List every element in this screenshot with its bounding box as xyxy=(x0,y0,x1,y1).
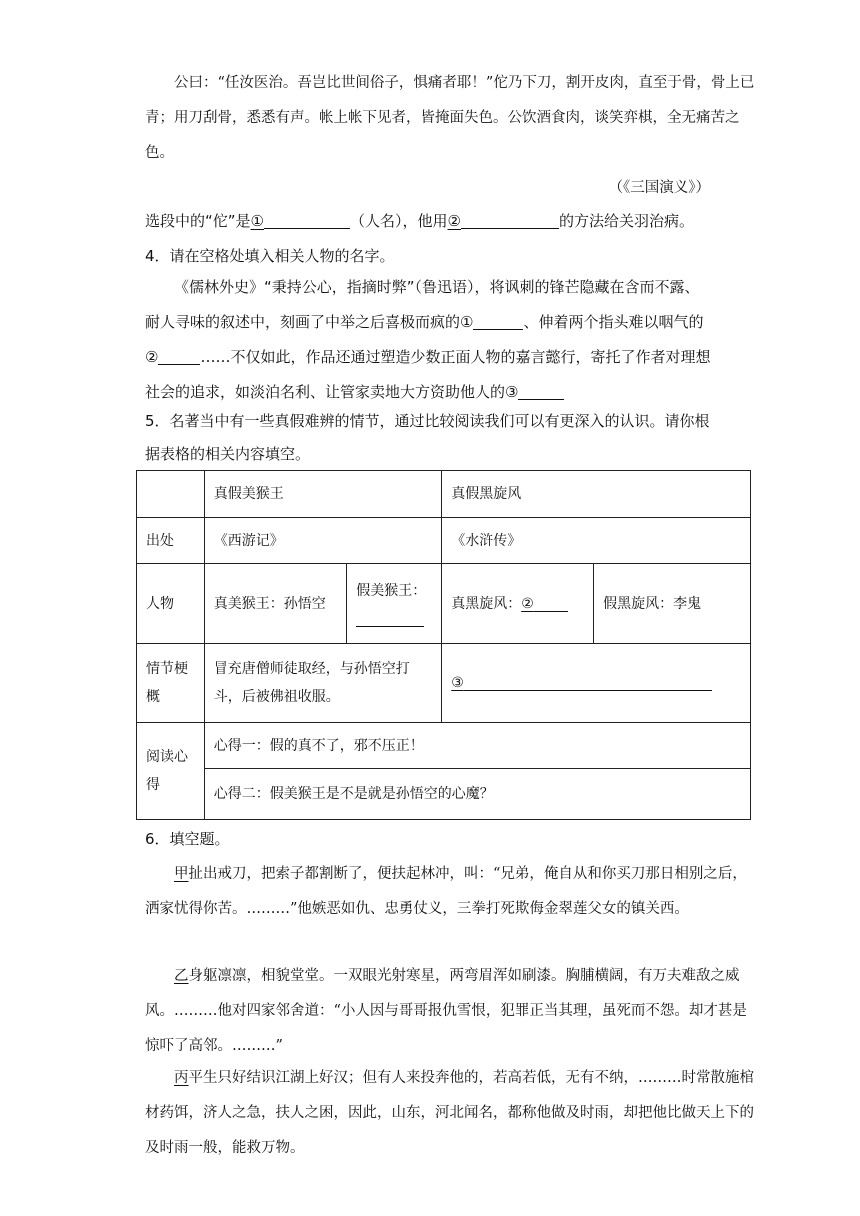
table-corner-cell xyxy=(137,471,205,518)
q5-blank-2-marker: ② xyxy=(521,595,534,612)
fake-monkey-label: 假美猴王： xyxy=(356,582,427,599)
row-label-people: 人物 xyxy=(137,564,205,644)
true-whirlwind-label: 真黑旋风： xyxy=(451,595,522,612)
question-4-line-1: 《儒林外史》“秉持公心，指摘时弊”（鲁迅语），将讽刺的锋芒隐藏在含而不露、 xyxy=(174,278,700,296)
question-4-line-4 xyxy=(145,381,564,403)
q6-paragraph-2-text: 身躯凛凛，相貌堂堂。一双眼光射寒星，两弯眉浑如刷漆。胸脯横阔，有万夫难敌之威风。………他对四家邻舍道：“小人因与哥哥报仇雪恨，犯罪正当其理，虽死而不怨。却才甚是惊吓了高邻。………” xyxy=(145,968,747,1054)
q4-blank-3-line[interactable] xyxy=(518,383,564,400)
row-label-source: 出处 xyxy=(137,518,205,564)
table-header-row xyxy=(137,471,751,518)
q5-blank-2-line[interactable] xyxy=(534,595,568,612)
q6-name-jia: 甲 xyxy=(174,866,189,882)
table-row-insight-2 xyxy=(137,769,751,820)
q4-blank-1-line[interactable] xyxy=(473,313,523,330)
fake-monkey-blank[interactable] xyxy=(356,608,424,627)
q5-blank-3-line[interactable] xyxy=(464,674,712,691)
header-black-whirlwind: 真假黑旋风 xyxy=(442,471,751,518)
comparison-table xyxy=(136,470,751,820)
true-monkey-cell: 真美猴王：孙悟空 xyxy=(204,564,346,644)
passage-source: （《三国演义》） xyxy=(608,180,710,196)
insight-2-cell: 心得二：假美猴王是不是就是孙悟空的心魔？ xyxy=(204,769,750,820)
q4-blank-1-marker: ① xyxy=(460,313,474,331)
table-row-plot xyxy=(137,644,751,723)
q6-paragraph-2 xyxy=(145,959,755,1064)
question-4-line-2-a: 耐人寻味的叙述中，刻画了中举之后喜极而疯的 xyxy=(145,313,461,331)
header-monkey-king: 真假美猴王 xyxy=(204,471,441,518)
blank-2-marker: ② xyxy=(447,212,461,230)
plot-whirlwind-cell xyxy=(442,644,751,723)
question-4-title: 4．请在空格处填入相关人物的名字。 xyxy=(145,247,395,265)
blank-2-line[interactable] xyxy=(461,212,559,229)
fake-monkey-cell xyxy=(347,564,442,644)
question-4-line-3 xyxy=(145,346,710,368)
q5-blank-3-marker: ③ xyxy=(451,675,464,691)
question-3-prefix: 选段中的“佗”是 xyxy=(145,212,251,230)
question-4-line-4-a: 社会的追求，如淡泊名利、让管家卖地大方资助他人的 xyxy=(145,383,506,401)
q6-paragraph-3-text: 平生只好结识江湖上好汉；但有人来投奔他的，若高若低，无有不纳，………时常散施棺材药饵，济人之急，扶人之困，因此，山东，河北闻名，都称他做及时雨，却把他比做天上下的及时雨一般，能救万物。 xyxy=(145,1070,754,1156)
q6-paragraph-1-text: 扯出戒刀，把索子都割断了，便扶起林冲，叫：“兄弟，俺自从和你买刀那日相别之后，洒家忧得你苦。………”他嫉恶如仇、忠勇仗义，三拳打死欺侮金翠莲父女的镇关西。 xyxy=(145,866,747,917)
question-4-line-2-b: 、伸着两个指头难以咽气的 xyxy=(523,313,704,331)
blank-1-marker: ① xyxy=(250,212,264,230)
source-water-margin: 《水浒传》 xyxy=(442,518,751,564)
question-3-suffix: 的方法给关羽治病。 xyxy=(558,212,694,230)
question-6-title: 6．填空题。 xyxy=(145,830,230,848)
insight-1-cell: 心得一：假的真不了，邪不压正！ xyxy=(204,723,750,769)
question-3-line xyxy=(145,210,694,232)
table-row-source xyxy=(137,518,751,564)
q4-blank-2-marker: ② xyxy=(145,348,159,366)
q6-paragraph-1 xyxy=(145,857,755,927)
q6-name-yi: 乙 xyxy=(174,968,189,984)
passage-three-kingdoms: 公曰：“任汝医治。吾岂比世间俗子，惧痛者耶！”佗乃下刀，割开皮肉，直至于骨，骨上已青；用刀刮骨，悉悉有声。帐上帐下见者，皆掩面失色。公饮酒食肉，谈笑弈棋，全无痛苦之色。 xyxy=(145,75,755,161)
plot-monkey-line-2: 斗，后被佛祖收服。 xyxy=(213,689,340,705)
table-row-insight-1 xyxy=(137,723,751,769)
row-label-reading: 阅读心 得 xyxy=(137,723,205,820)
question-3-middle: （人名），他用 xyxy=(350,212,448,230)
source-journey-west: 《西游记》 xyxy=(204,518,441,564)
plot-monkey-cell xyxy=(204,644,441,723)
blank-1-line[interactable] xyxy=(264,212,350,229)
q4-blank-2-line[interactable] xyxy=(158,348,200,365)
q4-blank-3-marker: ③ xyxy=(505,383,519,401)
q6-paragraph-3 xyxy=(145,1061,755,1166)
true-whirlwind-cell xyxy=(442,564,594,644)
question-4-line-3-a: ……不仅如此，作品还通过塑造少数正面人物的嘉言懿行，寄托了作者对理想 xyxy=(200,348,711,366)
plot-monkey-line-1: 冒充唐僧师徒取经，与孙悟空打 xyxy=(213,661,410,677)
fake-whirlwind-cell: 假黑旋风：李鬼 xyxy=(594,564,751,644)
question-4-line-2 xyxy=(145,311,703,333)
row-label-plot: 情节梗 概 xyxy=(137,644,205,723)
question-5-title-line-2: 据表格的相关内容填空。 xyxy=(145,445,311,463)
question-5-title-line-1: 5．名著当中有一些真假难辨的情节，通过比较阅读我们可以有更深入的认识。请你根 xyxy=(145,412,710,430)
table-row-people xyxy=(137,564,751,644)
q6-name-bing: 丙 xyxy=(174,1070,189,1086)
